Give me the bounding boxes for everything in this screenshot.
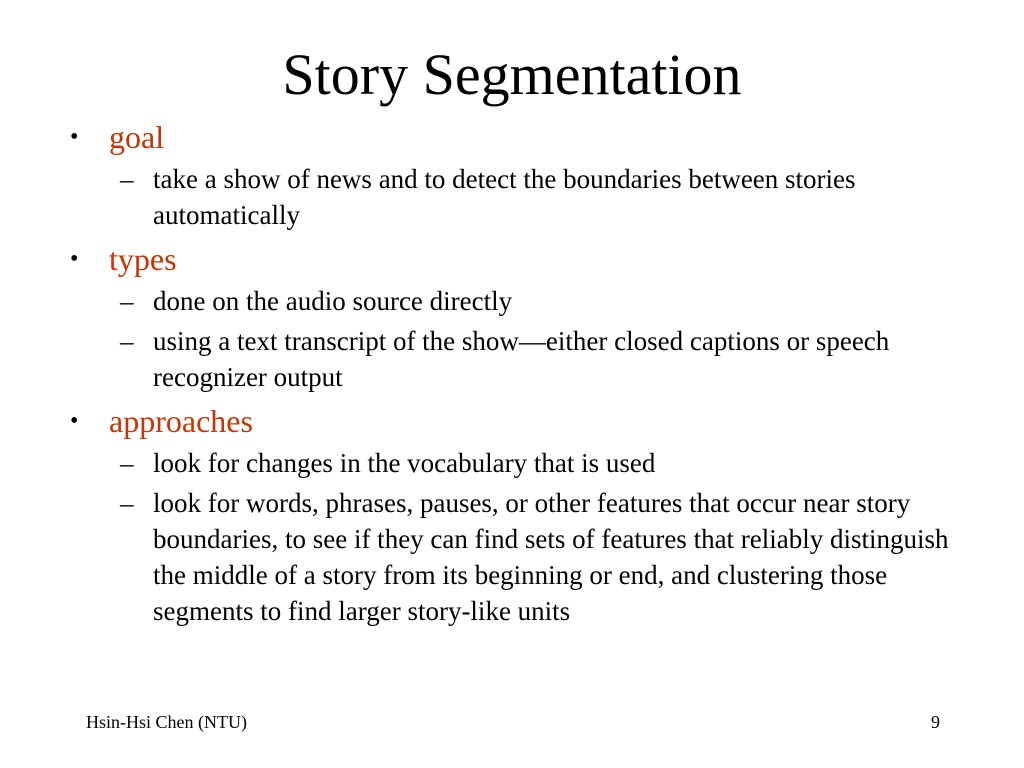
bullet-label: types — [109, 241, 177, 277]
dash-marker: – — [120, 164, 134, 194]
bullet-marker: • — [70, 124, 79, 150]
bullet-approaches — [70, 401, 970, 441]
bullet-marker: • — [70, 246, 79, 272]
sub-item-text: look for changes in the vocabulary that is used — [153, 448, 656, 478]
sub-item-text: done on the audio source directly — [153, 286, 513, 316]
bullet-label: approaches — [109, 403, 253, 439]
dash-marker: – — [120, 488, 134, 518]
sub-list-approaches — [70, 445, 970, 629]
bullet-types — [70, 239, 970, 279]
bullet-marker: • — [70, 408, 79, 434]
sub-item — [70, 161, 970, 233]
slide-content — [70, 117, 970, 629]
sub-item — [70, 323, 970, 395]
sub-item — [70, 445, 970, 481]
page-number: 9 — [931, 712, 940, 732]
dash-marker: – — [120, 448, 134, 478]
sub-item — [70, 485, 970, 629]
sub-item — [70, 283, 970, 319]
slide-title: Story Segmentation — [282, 42, 742, 107]
footer-author: Hsin-Hsi Chen (NTU) — [86, 712, 247, 732]
sub-item-text: look for words, phrases, pauses, or other features that occur near story boundaries, to see if they can find sets of features that reliably distinguish the middle of a story from its beginning or end, and clustering those segments to find larger story-like units — [153, 488, 949, 626]
sub-item-text: using a text transcript of the show—either closed captions or speech recognizer output — [153, 326, 890, 392]
dash-marker: – — [120, 286, 134, 316]
sub-list-types — [70, 283, 970, 395]
dash-marker: – — [120, 326, 134, 356]
bullet-label: goal — [109, 119, 165, 155]
sub-item-text: take a show of news and to detect the boundaries between stories automatically — [153, 164, 856, 230]
sub-list-goal — [70, 161, 970, 233]
bullet-goal — [70, 117, 970, 157]
